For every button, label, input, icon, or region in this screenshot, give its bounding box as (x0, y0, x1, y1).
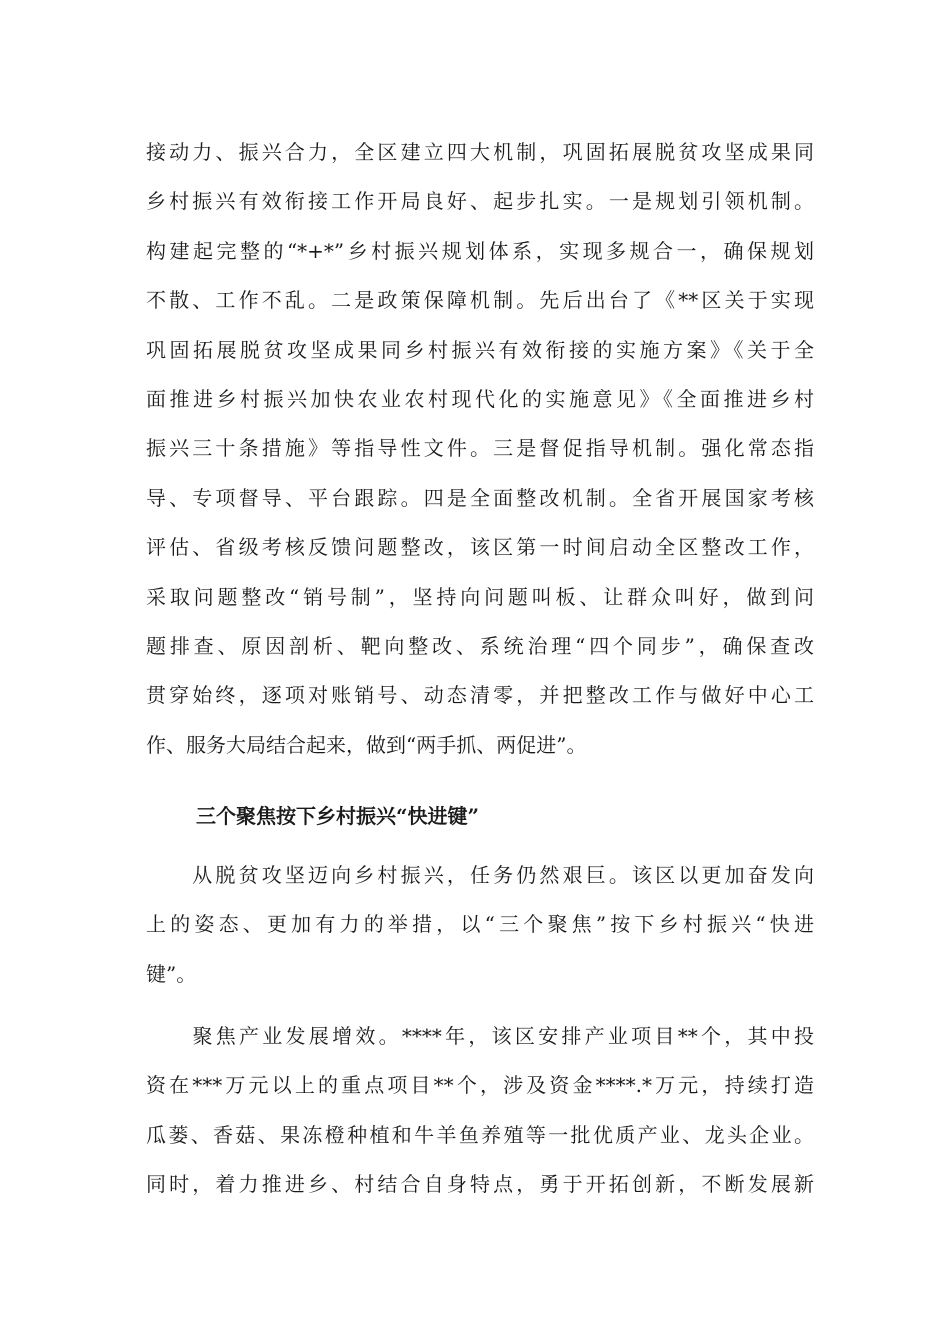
text-line: 上的姿态、更加有力的举措，以“三个聚焦”按下乡村振兴“快进 (146, 912, 814, 937)
text-line: 贯穿始终，逐项对账销号、动态清零，并把整改工作与做好中心工 (146, 683, 814, 708)
text-line: 聚焦产业发展增效。****年，该区安排产业项目**个，其中投 (146, 1024, 814, 1048)
text-line: 作、服务大局结合起来，做到“两手抓、两促进”。 (146, 732, 587, 757)
paragraph-industry (146, 1012, 814, 1210)
text-line: 构建起完整的“*+*”乡村振兴规划体系，实现多规合一，确保规划 (146, 238, 814, 263)
text-line: 从脱贫攻坚迈向乡村振兴，任务仍然艰巨。该区以更加奋发向 (146, 863, 814, 887)
text-line: 采取问题整改“销号制”，坚持向问题叫板、让群众叫好，做到问 (146, 584, 814, 609)
text-line: 巩固拓展脱贫攻坚成果同乡村振兴有效衔接的实施方案》《关于全 (146, 337, 814, 362)
text-line: 资在***万元以上的重点项目**个，涉及资金****.*万元，持续打造 (146, 1073, 814, 1098)
text-line: 导、专项督导、平台跟踪。四是全面整改机制。全省开展国家考核 (146, 485, 814, 510)
section-heading: 三个聚焦按下乡村振兴“快进键” (196, 804, 480, 828)
text-line: 乡村振兴有效衔接工作开局良好、起步扎实。一是规划引领机制。 (146, 189, 814, 214)
paragraph-intro (146, 851, 814, 999)
text-line: 键”。 (146, 961, 197, 986)
text-line: 面推进乡村振兴加快农业农村现代化的实施意见》《全面推进乡村 (146, 386, 814, 411)
text-line: 接动力、振兴合力，全区建立四大机制，巩固拓展脱贫攻坚成果同 (146, 140, 814, 164)
text-line: 振兴三十条措施》等指导性文件。三是督促指导机制。强化常态指 (146, 436, 814, 461)
paragraph-mechanisms (146, 128, 814, 770)
text-line: 评估、省级考核反馈问题整改，该区第一时间启动全区整改工作， (146, 535, 814, 560)
text-line: 题排查、原因剖析、靶向整改、系统治理“四个同步”，确保查改 (146, 633, 814, 658)
text-line: 同时，着力推进乡、村结合自身特点，勇于开拓创新，不断发展新 (146, 1172, 814, 1197)
text-line: 瓜蒌、香菇、果冻橙种植和牛羊鱼养殖等一批优质产业、龙头企业。 (146, 1122, 814, 1147)
text-line: 不散、工作不乱。二是政策保障机制。先后出台了《**区关于实现 (146, 288, 814, 313)
